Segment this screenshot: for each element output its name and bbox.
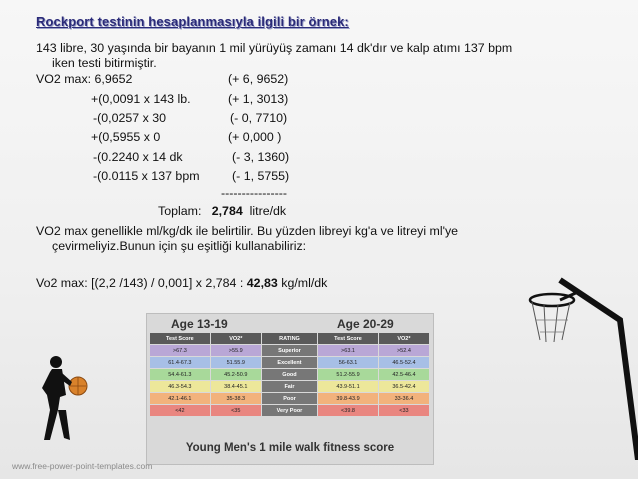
table-row xyxy=(150,405,429,416)
basketball-hoop-icon xyxy=(500,260,638,460)
rating-cell: Superior xyxy=(262,345,317,356)
calc-right-5: (- 3, 1360) xyxy=(232,150,290,164)
total-line xyxy=(158,204,286,219)
table-cell: <33 xyxy=(379,405,429,416)
table-cell: >52.4 xyxy=(379,345,429,356)
calc-right-3: (- 0, 7710) xyxy=(230,111,288,125)
table-cell: 43.9-51.1 xyxy=(318,381,378,392)
calc-right-1: (+ 6, 9652) xyxy=(228,72,289,86)
table-cell: 54.4-61.3 xyxy=(150,369,210,380)
table-cell: >55.9 xyxy=(211,345,261,356)
formula-unit: kg/ml/dk xyxy=(281,276,328,290)
table-header: VO2* xyxy=(379,333,429,344)
table-cell: 45.2-50.9 xyxy=(211,369,261,380)
total-unit: litre/dk xyxy=(249,204,287,218)
table-cell: 61.4-67.3 xyxy=(150,357,210,368)
calc-left-3: -(0,0257 x 30 xyxy=(93,111,167,125)
rating-cell: Poor xyxy=(262,393,317,404)
table-header: VO2* xyxy=(211,333,261,344)
intro-line-1: 143 libre, 30 yaşında bir bayanın 1 mil yürüyüş zamanı 14 dk'dır ve kalp atımı 137 bpm xyxy=(36,41,513,55)
rating-cell: Very Poor xyxy=(262,405,317,416)
table-cell: 51.55.9 xyxy=(211,357,261,368)
table-row xyxy=(150,381,429,392)
table-cell: 51.2-55.9 xyxy=(318,369,378,380)
table-header: Test Score xyxy=(150,333,210,344)
table-cell: 33-36.4 xyxy=(379,393,429,404)
calc-left-5: -(0.2240 x 14 dk xyxy=(93,150,183,164)
note-line-1: VO2 max genellikle ml/kg/dk ile belirtilir. Bu yüzden libreyi kg'a ve litreyi ml'ye xyxy=(36,224,459,238)
calc-right-4: (+ 0,000 ) xyxy=(228,130,282,144)
basketball-player-icon xyxy=(20,300,100,460)
formula-prefix: Vo2 max: [(2,2 /143) / 0,001] x 2,784 : xyxy=(36,276,244,290)
table-row xyxy=(150,369,429,380)
formula-line xyxy=(36,276,327,291)
rating-cell: Good xyxy=(262,369,317,380)
calc-left-6: -(0.0115 x 137 bpm xyxy=(93,169,200,183)
table-row xyxy=(150,345,429,356)
footer-url: www.free-power-point-templates.com xyxy=(12,461,153,471)
table-cell: 46.3-54.3 xyxy=(150,381,210,392)
table-cell: 38.4-45.1 xyxy=(211,381,261,392)
slide-title: Rockport testinin hesaplanmasıyla ilgili bir örnek: xyxy=(36,14,349,29)
calc-left-1: VO2 max: 6,9652 xyxy=(36,72,133,86)
rating-cell: Excellent xyxy=(262,357,317,368)
calc-right-6: (- 1, 5755) xyxy=(232,169,290,183)
table-cell: 35-38.3 xyxy=(211,393,261,404)
table-cell: 46.5-52.4 xyxy=(379,357,429,368)
table-row xyxy=(150,393,429,404)
calc-right-2: (+ 1, 3013) xyxy=(228,92,289,106)
sum-divider: ---------------- xyxy=(221,186,288,200)
note-line-2: çevirmeliyiz.Bunun için şu eşitliği kullanabiliriz: xyxy=(52,239,307,253)
table-cell: >63.1 xyxy=(318,345,378,356)
table-header: RATING xyxy=(262,333,317,344)
total-value: 2,784 xyxy=(211,204,243,218)
fitness-score-table xyxy=(146,313,434,465)
age-left-label: Age 13-19 xyxy=(171,317,228,331)
table-cell: 42.5-46.4 xyxy=(379,369,429,380)
intro-line-2: iken testi bitirmiştir. xyxy=(52,56,157,70)
table-cell: <39.8 xyxy=(318,405,378,416)
table-cell: 42.1-46.1 xyxy=(150,393,210,404)
calc-left-2: +(0,0091 x 143 lb. xyxy=(91,92,191,106)
formula-value: 42,83 xyxy=(246,276,278,290)
table-row xyxy=(150,357,429,368)
table-caption: Young Men's 1 mile walk fitness score xyxy=(185,442,395,454)
table-cell: 39.8-43.9 xyxy=(318,393,378,404)
table-cell: 56-63.1 xyxy=(318,357,378,368)
calc-left-4: +(0,5955 x 0 xyxy=(91,130,161,144)
table-cell: <42 xyxy=(150,405,210,416)
total-label: Toplam: xyxy=(158,204,202,218)
table-header: Test Score xyxy=(318,333,378,344)
rating-cell: Fair xyxy=(262,381,317,392)
table-cell: <35 xyxy=(211,405,261,416)
table-cell: >67.3 xyxy=(150,345,210,356)
table-cell: 36.5-42.4 xyxy=(379,381,429,392)
score-table xyxy=(149,332,430,417)
age-right-label: Age 20-29 xyxy=(337,317,394,331)
table-header-row xyxy=(150,333,429,344)
